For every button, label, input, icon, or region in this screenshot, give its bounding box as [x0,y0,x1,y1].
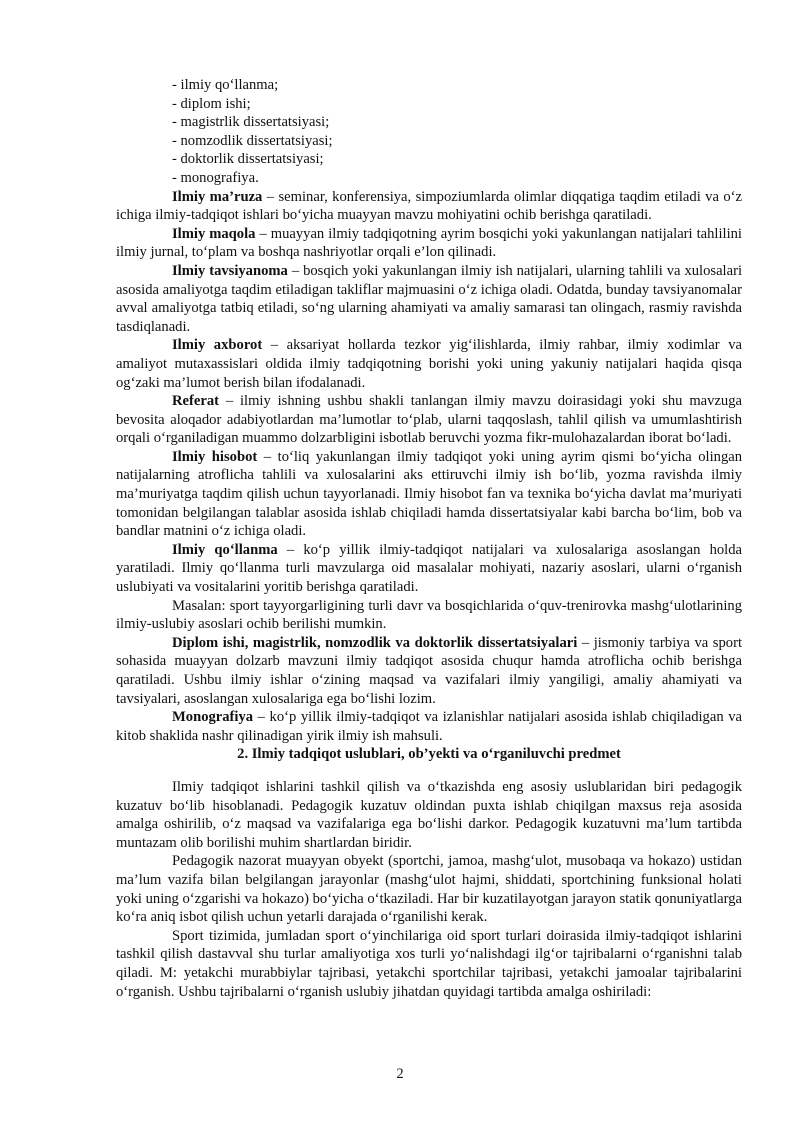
definition-paragraph [116,541,742,597]
definition-paragraph [116,392,742,448]
definition-text: – seminar, konferensiya, simpoziumlarda olimlar diqqatiga taqdim etiladi va o‘z ichiga ilmiy-tadqiqot ishlari bo‘yicha muayyan mavzu mohiyatini ochib berishga qaratiladi. [116,188,742,224]
definition-text: – ko‘p yillik ilmiy-tadqiqot natijalari va xulosalariga asoslangan holda yaratiladi. Ilmiy qo‘llanma turli mavzularga oid masalalar mohiyati, nazariy asoslari, ularni o‘rganish uslubiyati va vositalarini yoritib berishga qaratiladi. [116,541,742,596]
definition-term: Ilmiy qo‘llanma [172,541,278,558]
definition-term: Ilmiy tavsiyanoma [172,262,288,279]
list-item: - ilmiy qo‘llanma; [172,77,279,93]
body-paragraph: Ilmiy tadqiqot ishlarini tashkil qilish va o‘tkazishda eng asosiy uslublaridan biri pedagogik kuzatuv bo‘lib hisoblanadi. Pedagogik kuzatuv oldindan puxta ishlab chiqilgan maxsus reja asosida amalga oshirilib, o‘z maqsad va vazifalariga ega bo‘lishi darkor. Pedagogik kuzatuvni ma’lum tartibda muntazam olib borilishi muhim shartlardan biridir. [116,778,742,851]
body-paragraph: Sport tizimida, jumladan sport o‘yinchilariga oid sport turlari doirasida ilmiy-tadqiqot ishlarini tashkil qilish dastavval shu turlar amaliyotiga xos turli yo‘nalishdagi ilg‘or tajribalarni o‘rganishni talab qiladi. M: yetakchi murabbiylar tajribasi, yetakchi sportchilar tajribasi, yetakchi jamoalar tajribalarini o‘rganish. Ushbu tajribalarni o‘rganish uslubiy jihatdan quyidagi tartibda amalga oshiriladi: [116,927,742,1000]
definition-text: – ilmiy ishning ushbu shakli tanlangan ilmiy mavzu doirasidagi yoki shu mavzuga bevosita aloqador adabiyotlardan ma’lumotlar to‘plab, ularni taqqoslash, tahlil qilish va umumlashtirish orqali o‘rganiladigan muammo dolzarbligini isbotlab beruvchi yozma fikr-mulohazalardan iborat bo‘ladi. [116,393,742,447]
list-item: - magistrlik dissertatsiyasi; [172,114,330,131]
definition-term: Ilmiy axborot [172,337,263,354]
definition-paragraph [116,448,742,541]
definition-paragraph [116,262,742,336]
example-paragraph [116,597,742,634]
definition-paragraph [116,336,742,392]
definition-term: Referat [172,393,219,410]
publication-type-list [116,76,742,188]
page-number: 2 [396,1066,404,1082]
list-item: - diplom ishi; [172,95,251,112]
definition-text: – to‘liq yakunlangan ilmiy tadqiqot yoki uning ayrim qismi bo‘yicha olingan natijalarning atroflicha tahlili va xulosalarini aks ettiruvchi ilmiy ish bo‘lib, yozma ravishda ilmiy ma’muriyatga taqdim qilish uchun tayyorlanadi. Ilmiy hisobot fan va texnika bo‘yicha davlat ma’muriyati tomonidan belgilangan talablar asosida ishlab chiqiladi hamda dissertatsiyalar kabi barcha bo‘lim, bob va bandlar matnini o‘z ichiga oladi. [116,448,743,540]
definition-term: Ilmiy ma’ruza [172,188,263,205]
document-page [116,76,742,1001]
list-item: - monografiya. [172,169,259,186]
definition-text: – jismoniy tarbiya va sport sohasida muayyan dolzarb mavzuni ilmiy tadqiqot asosida chuqur hamda atroflicha ochib berishga qaratiladi. Ushbu ilmiy ishlar o‘zining maqsad va vazifalari ilmiy yangiligi, amaliy ahamiyati va tavsiyalari, asoslangan xulosalariga ega bo‘lishi lozim. [116,634,742,707]
definition-text: – muayyan ilmiy tadqiqotning ayrim bosqichi yoki yakunlangan natijalari tahlilini ilmiy jurnal, to‘plam va boshqa nashriyotlar orqali e’lon qilinadi. [116,225,742,261]
list-item: - nomzodlik dissertatsiyasi; [172,132,333,149]
definition-text: – ko‘p yillik ilmiy-tadqiqot va izlanishlar natijalari asosida ishlab chiqiladigan va kitob shaklida nashr qilinadigan yirik ilmiy ish mahsuli. [116,709,742,744]
definition-text: Masalan: sport tayyorgarligining turli davr va bosqichlarida o‘quv-trenirovka mashg‘ulotlarining ilmiy-uslubiy asoslari ochib berilishi mumkin. [116,597,742,633]
section-heading: 2. Ilmiy tadqiqot uslublari, ob’yekti va o‘rganiluvchi predmet [237,746,621,763]
definition-term: Ilmiy hisobot [172,448,258,465]
body-paragraph: Pedagogik nazorat muayyan obyekt (sportchi, jamoa, mashg‘ulot, musobaqa va hokazo) ustidan ma’lum vazifa bilan belgilangan jarayonlar (mashg‘ulot hajmi, shiddati, sportchining funksional holati yoki uning o‘zgarishi va hokazo) bo‘yicha o‘tkaziladi. Har bir kuzatilayotgan jarayon statik qonuniyatlarga ko‘ra aniq isbot qilish uchun yetarli darajada o‘rganilishi kerak. [116,853,742,926]
definition-paragraph [116,708,742,745]
definition-text: – bosqich yoki yakunlangan ilmiy ish natijalari, ularning tahlili va xulosalari asosida amaliyotga taqdim etiladigan takliflar majmuasini o‘z ichiga oladi. Odatda, bunday tavsiyanomalar avval amaliyotga tatbiq etiladi, so‘ng ularning ahamiyati va amaliy samarasi tan olingach, rasmiy ravishda tasdiqlanadi. [116,262,742,335]
definition-term: Diplom ishi, magistrlik, nomzodlik va doktorlik dissertatsiyalari [172,634,578,651]
definition-paragraph [116,634,742,708]
definition-text: – aksariyat hollarda tezkor yig‘ilishlarda, ilmiy rahbar, ilmiy xodimlar va amaliyot mutaxassislari oldida ilmiy tadqiqotning borishi yoki uning yakuniy natijalari haqida qisqa og‘zaki ma’lumot berish bilan ifodalanadi. [116,337,742,391]
definition-paragraph [116,188,742,225]
list-item: - doktorlik dissertatsiyasi; [172,151,324,168]
definition-term: Monografiya [172,709,254,726]
definition-paragraph [116,225,742,262]
definition-term: Ilmiy maqola [172,225,256,242]
